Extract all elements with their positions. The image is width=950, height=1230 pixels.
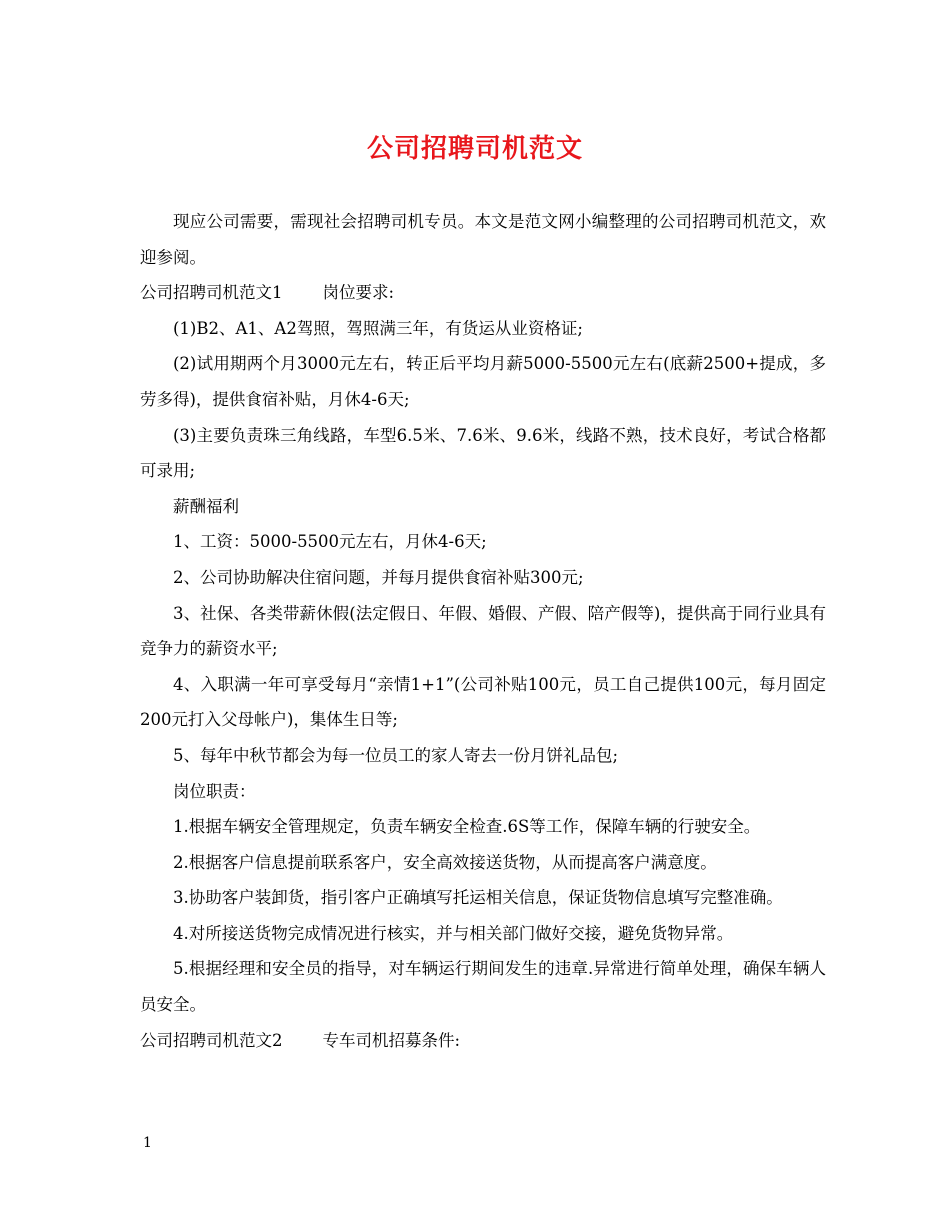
section-heading-2	[140, 1023, 826, 1059]
benefit-item: 2、公司协助解决住宿问题，并每月提供食宿补贴300元;	[173, 567, 584, 587]
duty-item: 5.根据经理和安全员的指导，对车辆运行期间发生的违章.异常进行简单处理，确保车辆人员安全。	[140, 959, 826, 1015]
duty-item: 3.协助客户装卸货，指引客户正确填写托运相关信息，保证货物信息填写完整准确。	[173, 888, 783, 908]
benefit-item: 4、入职满一年可享受每月“亲情1+1”(公司补贴100元，员工自己提供100元，每月固定200元打入父母帐户)，集体生日等;	[140, 674, 826, 730]
benefit-item: 1、工资：5000-5500元左右，月休4-6天;	[173, 532, 487, 552]
benefit-item: 5、每年中秋节都会为每一位员工的家人寄去一份月饼礼品包;	[173, 745, 619, 765]
subheading-duties: 岗位职责：	[173, 781, 256, 801]
page-number: 1	[143, 1135, 152, 1151]
duty-item: 1.根据车辆安全管理规定，负责车辆安全检查.6S等工作，保障车辆的行驶安全。	[173, 817, 761, 837]
requirement-item: (3)主要负责珠三角线路，车型6.5米、7.6米、9.6米，线路不熟，技术良好，考试合格都可录用;	[140, 425, 826, 481]
duty-item: 4.对所接送货物完成情况进行核实，并与相关部门做好交接，避免货物异常。	[173, 923, 734, 943]
section-label: 公司招聘司机范文2	[140, 1030, 283, 1050]
section-label: 公司招聘司机范文1	[140, 283, 283, 303]
document-title: 公司招聘司机范文	[366, 134, 583, 164]
section-subheading: 专车司机招募条件:	[322, 1030, 461, 1050]
section-subheading: 岗位要求:	[322, 283, 395, 303]
subheading-benefits: 薪酬福利	[173, 496, 239, 516]
section-heading-1	[140, 275, 826, 311]
duty-item: 2.根据客户信息提前联系客户，安全高效接送货物，从而提高客户满意度。	[173, 852, 717, 872]
requirement-item: (1)B2、A1、A2驾照，驾照满三年，有货运从业资格证;	[173, 318, 583, 338]
paragraph-intro: 现应公司需要，需现社会招聘司机专员。本文是范文网小编整理的公司招聘司机范文，欢迎参阅。	[140, 212, 826, 267]
requirement-item: (2)试用期两个月3000元左右，转正后平均月薪5000-5500元左右(底薪2500+提成，多劳多得)，提供食宿补贴，月休4-6天;	[140, 354, 826, 409]
document-body	[140, 204, 826, 1058]
benefit-item: 3、社保、各类带薪休假(法定假日、年假、婚假、产假、陪产假等)，提供高于同行业具有竞争力的薪资水平;	[140, 603, 826, 659]
